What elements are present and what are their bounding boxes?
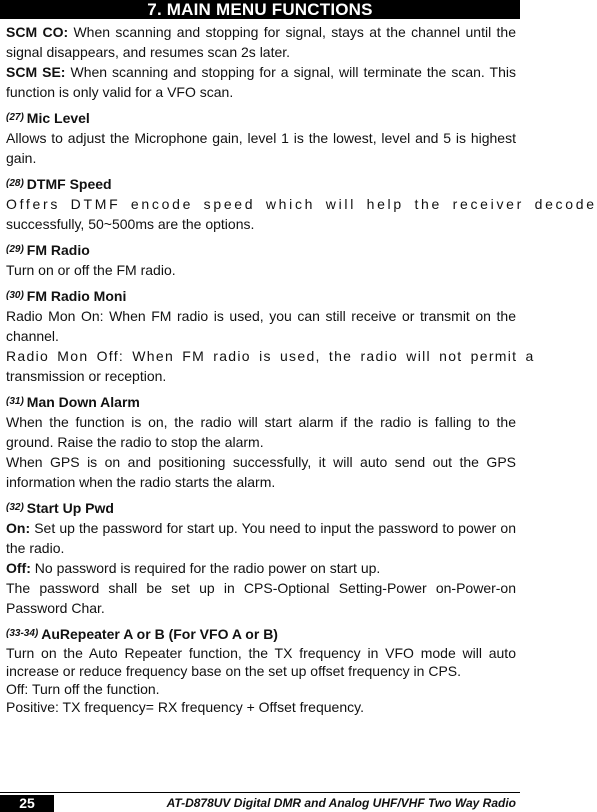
section-title: DTMF Speed: [26, 176, 112, 192]
section-heading-30: [6, 286, 516, 306]
section-body: When GPS is on and positioning successfully, it will auto send out the GPS information when the radio starts the alarm.: [6, 454, 516, 490]
section-body: Offers DTMF encode speed which will help the receiver decode: [6, 196, 597, 212]
scm-co-paragraph: [6, 22, 516, 62]
section-heading-28: [6, 174, 516, 194]
section-body: Positive: TX frequency= RX frequency + Offset frequency.: [6, 699, 364, 715]
scm-co-label: SCM CO:: [6, 24, 69, 40]
section-heading-31: [6, 392, 516, 412]
off-text: No password is required for the radio power on start up.: [30, 560, 381, 576]
scm-se-paragraph: [6, 62, 516, 102]
section-body: Turn on or off the FM radio.: [6, 262, 176, 278]
manual-content: [6, 22, 597, 716]
section-body: [6, 518, 516, 558]
section-title: Start Up Pwd: [26, 500, 114, 516]
section-banner: [0, 0, 520, 19]
footer-product-title: AT-D878UV Digital DMR and Analog UHF/VHF Two Way Radio: [166, 796, 516, 810]
page-title: 7. MAIN MENU FUNCTIONS: [147, 0, 373, 19]
section-number: (30): [6, 290, 24, 301]
page-number: 25: [0, 795, 54, 812]
section-heading-27: [6, 108, 516, 128]
section-body: Turn on the Auto Repeater function, the TX frequency in VFO mode will auto increase or reduce frequency base on the set up offset frequency in CPS.: [6, 645, 516, 679]
section-title: FM Radio Moni: [26, 288, 127, 304]
section-title: FM Radio: [26, 242, 90, 258]
section-heading-32: [6, 498, 516, 518]
section-number: (27): [6, 112, 24, 123]
off-label: Off:: [6, 560, 31, 576]
section-body: Radio Mon On: When FM radio is used, you can still receive or transmit on the channel.: [6, 308, 516, 344]
scm-se-label: SCM SE:: [6, 64, 66, 80]
section-number: (32): [6, 502, 24, 513]
section-heading-29: [6, 240, 516, 260]
section-body: Radio Mon Off: When FM radio is used, the radio will not permit a: [6, 348, 535, 364]
section-number: (31): [6, 396, 24, 407]
on-label: On:: [6, 520, 31, 536]
section-body: successfully, 50~500ms are the options.: [6, 216, 255, 232]
page-footer: [0, 792, 520, 812]
section-title: AuRepeater A or B (For VFO A or B): [41, 626, 278, 642]
section-body: Allows to adjust the Microphone gain, level 1 is the lowest, level and 5 is highest gain.: [6, 130, 516, 166]
section-number: (28): [6, 178, 24, 189]
section-number: (29): [6, 244, 24, 255]
section-body: transmission or reception.: [6, 368, 167, 384]
section-body: Off: Turn off the function.: [6, 681, 160, 697]
section-number: (33-34): [6, 628, 39, 639]
section-body: The password shall be set up in CPS-Optional Setting-Power on-Power-on Password Char.: [6, 580, 516, 616]
section-title: Mic Level: [26, 110, 90, 126]
section-body: [6, 558, 516, 578]
scm-se-text: When scanning and stopping for a signal, will terminate the scan. This function is only valid for a VFO scan.: [6, 64, 517, 100]
section-body: When the function is on, the radio will start alarm if the radio is falling to the ground. Raise the radio to stop the alarm.: [6, 414, 516, 450]
on-text: Set up the password for start up. You need to input the password to power on the radio.: [6, 520, 516, 556]
section-title: Man Down Alarm: [26, 394, 140, 410]
section-heading-33-34: [6, 624, 516, 644]
scm-co-text: When scanning and stopping for signal, stays at the channel until the signal disappears, and resumes scan 2s later.: [6, 24, 516, 60]
